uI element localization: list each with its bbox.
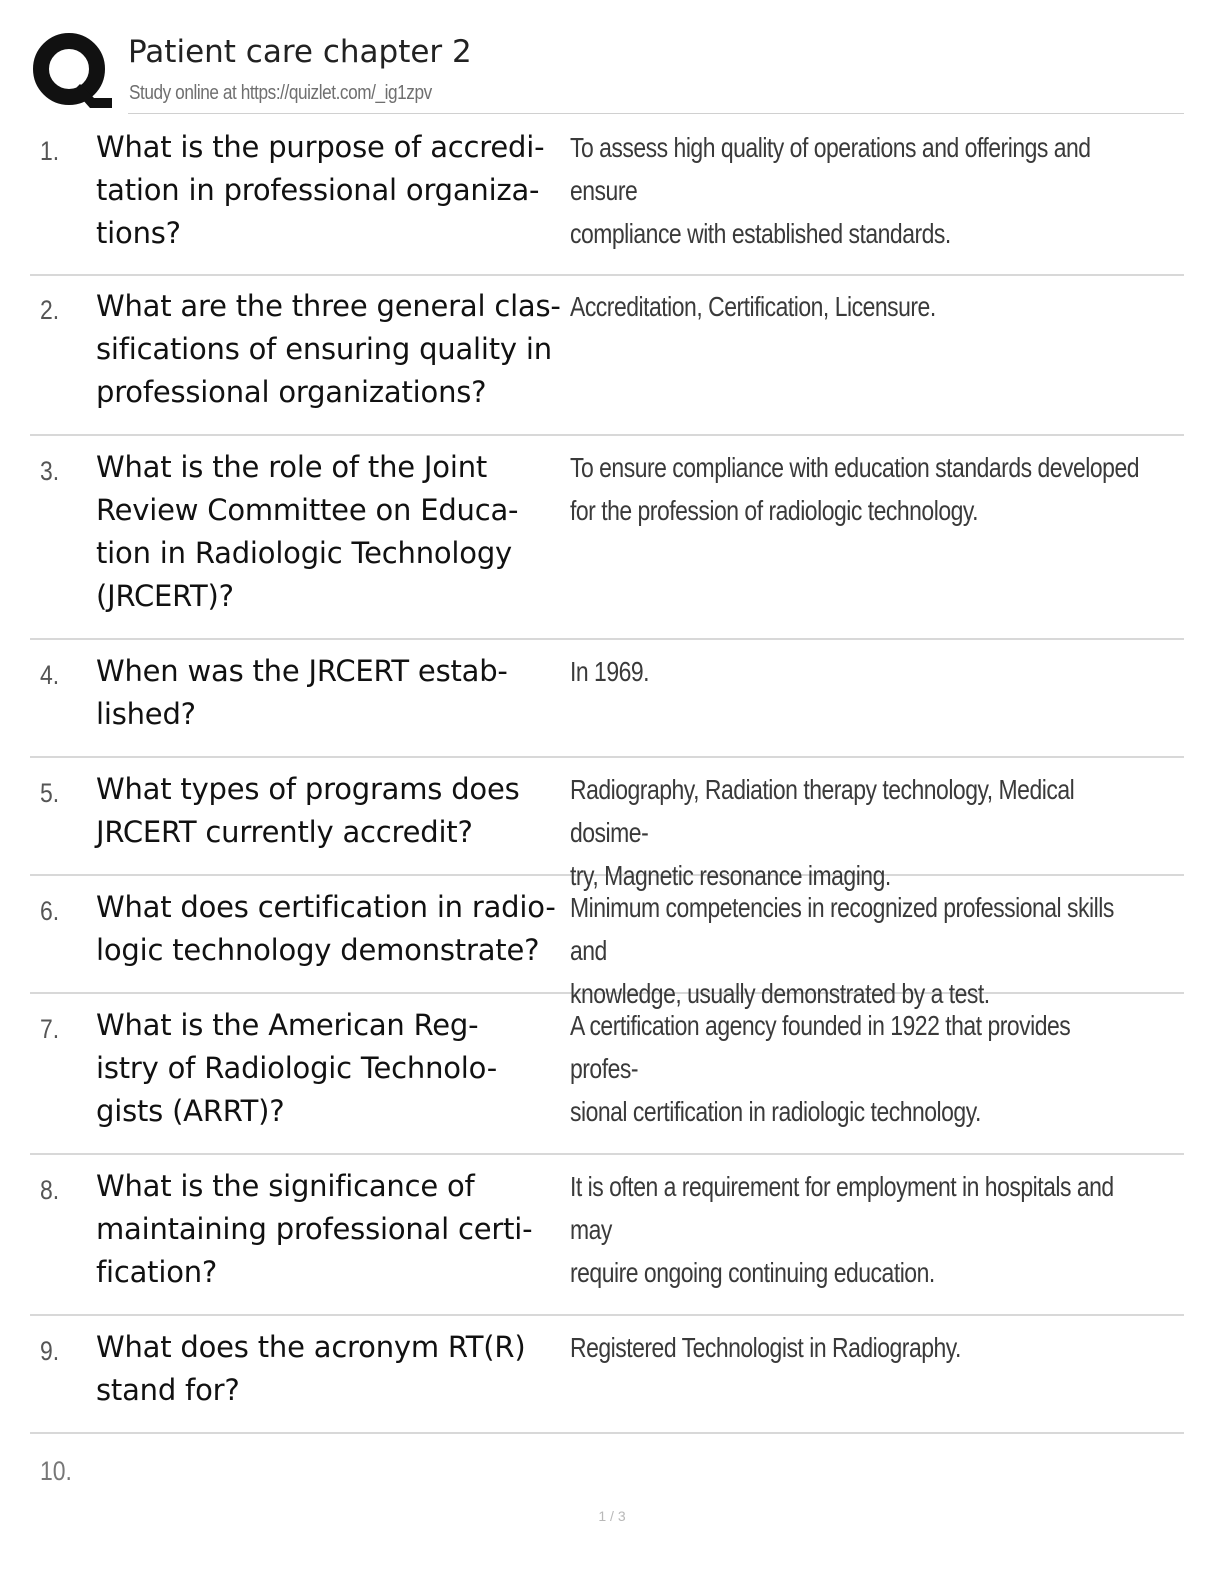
card-definition: Minimum competencies in recognized professional skills and knowledge, usually demonstrated by a test. <box>570 892 1114 1009</box>
card-number: 10. <box>40 1456 72 1486</box>
flashcard-row <box>30 758 1184 891</box>
card-number: 5. <box>40 778 60 808</box>
card-term: What does certification in radio- logic technology demonstrate? <box>96 890 556 967</box>
card-term: What types of programs does JRCERT currently accredit? <box>96 772 520 849</box>
card-number: 1. <box>40 136 60 166</box>
flashcard-row <box>30 436 1184 640</box>
card-definition: Registered Technologist in Radiography. <box>570 1332 961 1363</box>
card-definition: To assess high quality of operations and offerings and ensure compliance with established standards. <box>570 132 1091 249</box>
flashcard-row <box>30 275 1184 436</box>
flashcard-row <box>30 1155 1184 1316</box>
flashcard-row <box>30 876 1184 1009</box>
card-number: 8. <box>40 1175 60 1205</box>
page-number: 1 / 3 <box>598 1508 626 1524</box>
card-term: What is the American Reg- istry of Radiologic Technolo- gists (ARRT)? <box>96 1008 498 1128</box>
flashcard-row <box>30 1316 1184 1434</box>
card-number: 9. <box>40 1336 60 1366</box>
document-title: Patient care chapter 2 <box>128 34 472 70</box>
card-term: What are the three general clas- sifications of ensuring quality in professional organizations? <box>96 289 561 409</box>
card-term: What is the significance of maintaining professional certi- fication? <box>96 1169 533 1289</box>
card-number: 4. <box>40 660 60 690</box>
flashcard-row <box>30 114 1184 276</box>
card-definition: Radiography, Radiation therapy technology, Medical dosime- try, Magnetic resonance imaging. <box>570 774 1075 891</box>
card-definition: Accreditation, Certification, Licensure. <box>570 291 936 322</box>
card-number: 2. <box>40 295 60 325</box>
card-term: What does the acronym RT(R) stand for? <box>96 1330 526 1407</box>
study-online-link[interactable]: Study online at https://quizlet.com/_ig1zpv <box>129 82 432 104</box>
card-definition: A certification agency founded in 1922 that provides profes- sional certification in radiologic technology. <box>570 1010 1071 1127</box>
document-header <box>30 30 1190 114</box>
flashcard-row <box>30 1434 1184 1494</box>
flashcard-row <box>30 994 1184 1155</box>
card-term: What is the role of the Joint Review Committee on Educa- tion in Radiologic Technology (JRCERT)? <box>96 450 519 613</box>
card-number: 7. <box>40 1014 60 1044</box>
card-definition: In 1969. <box>570 656 650 687</box>
card-definition: To ensure compliance with education standards developed for the profession of radiologic technology. <box>570 452 1140 526</box>
card-term: What is the purpose of accredi- tation in professional organiza- tions? <box>96 130 545 250</box>
card-definition: It is often a requirement for employment in hospitals and may require ongoing continuing education. <box>570 1171 1114 1288</box>
flashcard-row <box>30 640 1184 758</box>
card-term: When was the JRCERT estab- lished? <box>96 654 508 731</box>
card-number: 3. <box>40 456 60 486</box>
quizlet-logo-icon <box>32 32 112 110</box>
card-number: 6. <box>40 896 60 926</box>
